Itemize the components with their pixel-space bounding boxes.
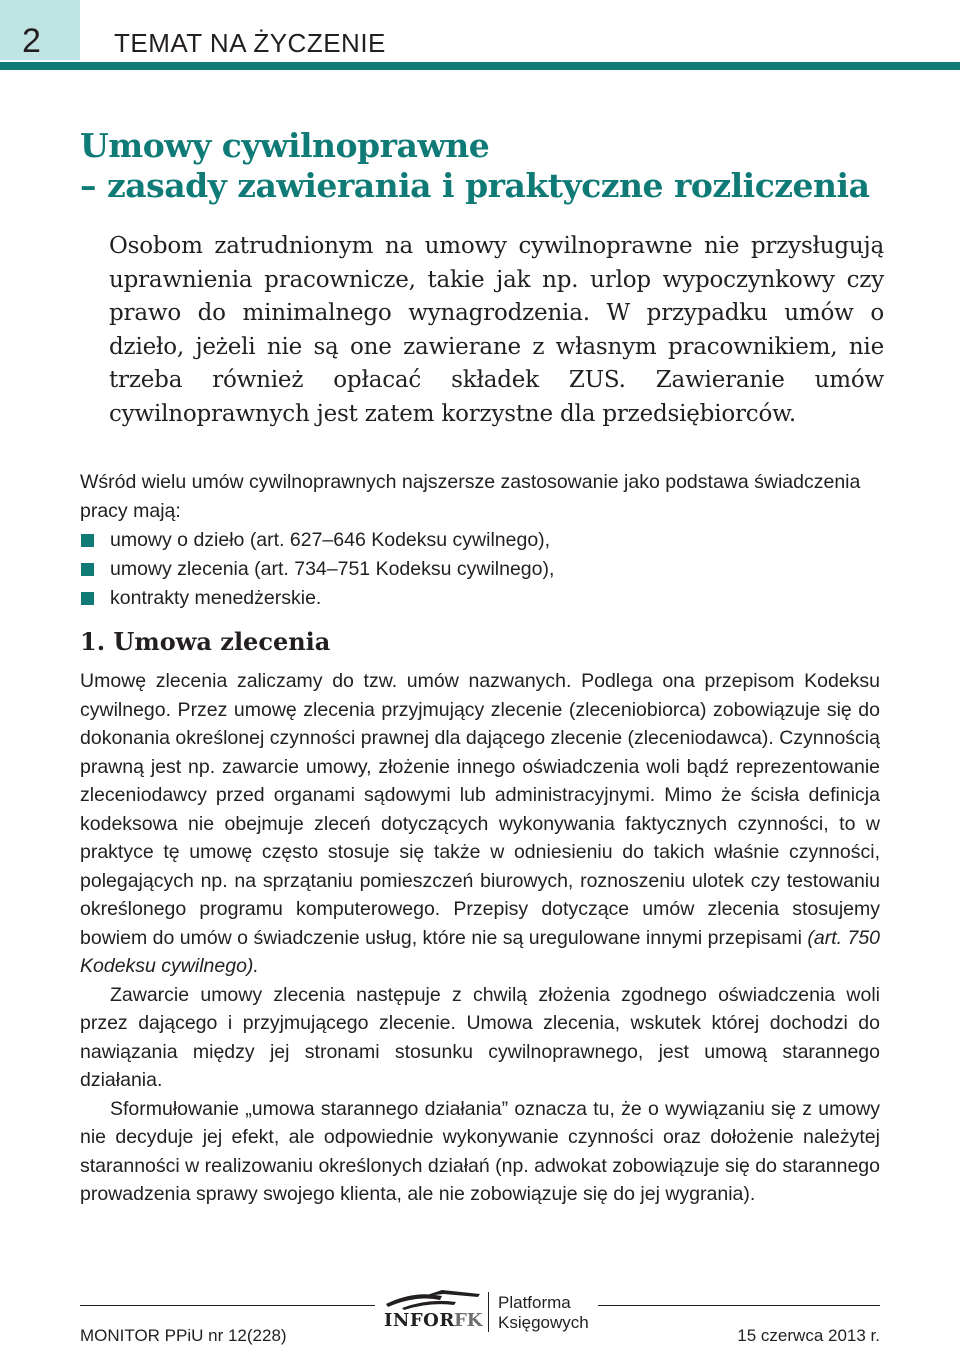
contract-types-list bbox=[80, 526, 880, 613]
article-lead bbox=[109, 230, 884, 431]
footer-publication: MONITOR PPiU nr 12(228) bbox=[80, 1326, 287, 1345]
article-title-line2: – zasady zawierania i praktyczne rozliczenia bbox=[80, 166, 870, 205]
section-heading: 1. Umowa zlecenia bbox=[80, 627, 331, 656]
swoosh-icon bbox=[384, 1288, 484, 1310]
list-item-text: umowy zlecenia (art. 734–751 Kodeksu cywilnego), bbox=[110, 558, 555, 580]
article-title-line1: Umowy cywilnoprawne bbox=[80, 126, 490, 165]
logo-divider bbox=[488, 1292, 489, 1332]
paragraph-3: Sformułowanie „umowa starannego działania” oznacza tu, że o wywiązaniu się z umowy nie decyduje jej efekt, ale odpowiednie wykonywanie czynności oraz dołożenie należytej staranności w realizowaniu określonych działań (np. adwokat zobowiązuje się do starannego prowadzenia sprawy swojego klienta, ale nie zobowiązuje się do jej wygrania). bbox=[80, 1097, 880, 1205]
footer-rule-right bbox=[598, 1305, 880, 1306]
article-title bbox=[80, 126, 940, 206]
logo-infor-text: INFOR bbox=[384, 1310, 455, 1331]
square-bullet-icon bbox=[81, 534, 94, 547]
square-bullet-icon bbox=[81, 592, 94, 605]
square-bullet-icon bbox=[81, 563, 94, 576]
header-rule bbox=[0, 62, 960, 70]
logo-fk-text: FK bbox=[454, 1310, 483, 1331]
list-item bbox=[80, 555, 880, 584]
list-item-text: umowy o dzieło (art. 627–646 Kodeksu cywilnego), bbox=[110, 529, 551, 551]
logo-platforma-text: Platforma bbox=[498, 1293, 571, 1312]
paragraph-1-citation: (art. 750 Kodeksu cywilnego). bbox=[80, 926, 881, 977]
list-item bbox=[80, 526, 880, 555]
list-item bbox=[80, 584, 880, 613]
list-item-text: kontrakty menedżerskie. bbox=[110, 587, 322, 609]
paragraph-1 bbox=[80, 667, 880, 981]
section-label: TEMAT NA ŻYCZENIE bbox=[114, 28, 386, 58]
footer-rule-left bbox=[80, 1305, 375, 1306]
footer-date: 15 czerwca 2013 r. bbox=[737, 1326, 880, 1345]
intro-text: Wśród wielu umów cywilnoprawnych najszersze zastosowanie jako podstawa świadczenia pracy mają: bbox=[80, 471, 861, 522]
paragraph-2: Zawarcie umowy zlecenia następuje z chwilą złożenia zgodnego oświadczenia woli przez dającego i przyjmującego zlecenie. Umowa zlecenia, wskutek której dochodzi do nawiązania między jej stronami stosunku cywilnoprawnego, jest umową starannego działania. bbox=[80, 983, 880, 1091]
logo-ksiegowych-text: Księgowych bbox=[498, 1313, 589, 1332]
article-body bbox=[80, 667, 880, 1209]
paragraph-1-text: Umowę zlecenia zaliczamy do tzw. umów nazwanych. Podlega ona przepisom Kodeksu cywilnego. Przez umowę zlecenia przyjmujący zlecenie (zleceniobiorca) zobowiązuje się do dokonania określonej czynności prawnej dla dającego zlecenie (zleceniodawca). Czynnością prawną jest np. zawarcie umowy, złożenie innego oświadczenia woli bądź reprezentowanie zleceniodawcy przed organami sądowymi lub administracyjnymi. Mimo że ścisła definicja kodeksowa nie obejmuje zleceń dotyczących wykonywania faktycznych czynności, to w praktyce tę umowę często stosuje się także w odniesieniu do takich właśnie czynności, polegających np. na sprzątaniu pomieszczeń biurowych, roznoszeniu ulotek czy testowaniu określonego programu komputerowego. Przepisy dotyczące umów zlecenia stosujemy bowiem do umów o świadczenie usług, które nie są uregulowane innymi przepisami bbox=[80, 670, 880, 949]
lead-text: Osobom zatrudnionym na umowy cywilnoprawne nie przysługują uprawnienia pracownicze, takie jak np. urlop wypoczynkowy czy prawo do minimalnego wynagrodzenia. W przypadku umów o dzieło, jeżeli nie są one zawierane z własnym pracownikiem, nie trzeba również opłacać składek ZUS. Zawieranie umów cywilnoprawnych jest zatem korzystne dla przedsiębiorców. bbox=[109, 233, 884, 427]
page-number: 2 bbox=[22, 22, 41, 60]
infor-fk-logo bbox=[384, 1288, 604, 1334]
